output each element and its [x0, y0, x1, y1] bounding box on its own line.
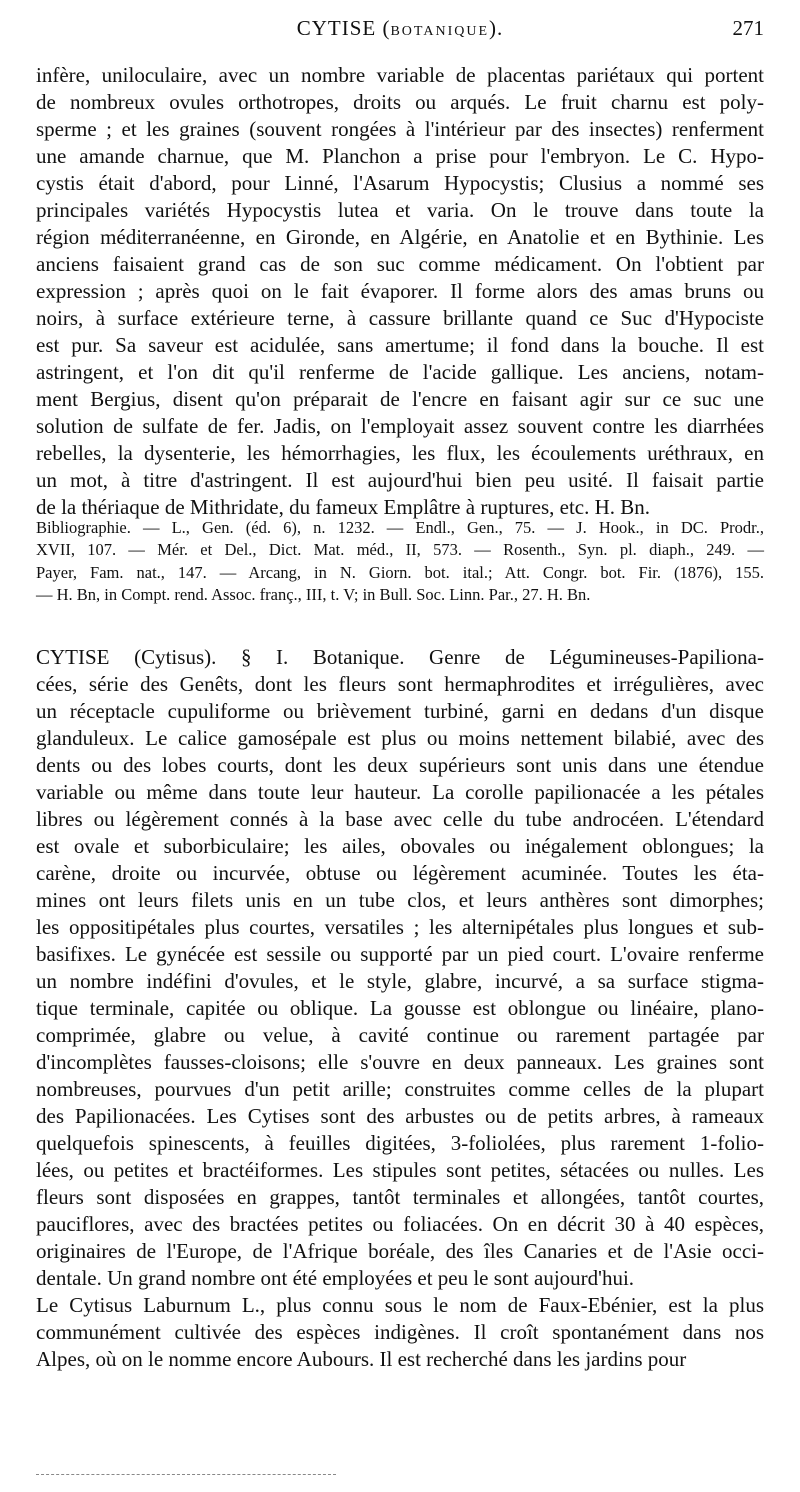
text-line: XVII, 107. — Mér. et Del., Dict. Mat. méd., II, 573. — Rosenth., Syn. pl. diaph., 249. — — [36, 540, 764, 560]
text-line: basifixes. Le gynécée est sessile ou supporté par un pied court. L'ovaire renferme — [36, 942, 764, 966]
text-line: pauciflores, avec des bractées petites ou foliacées. On en décrit 30 à 40 espèces, — [36, 1212, 764, 1236]
text-line: une amande charnue, que M. Planchon a prise pour l'embryon. Le C. Hypo- — [36, 144, 764, 168]
text-line: quelquefois spinescents, à feuilles digitées, 3-foliolées, plus rarement 1-folio- — [36, 1131, 764, 1155]
running-title-sub: BOTANIQUE — [390, 24, 490, 39]
text-line: — H. Bn, in Compt. rend. Assoc. franç., III, t. V; in Bull. Soc. Linn. Par., 27. H. Bn. — [36, 585, 591, 605]
text-line: glanduleux. Le calice gamosépale est plus ou moins nettement bilabié, avec des — [36, 726, 764, 750]
running-title — [36, 16, 764, 41]
text-line: est ovale et suborbiculaire; les ailes, obovales ou inégalement oblongues; la — [36, 834, 764, 858]
text-line: expression ; après quoi on le fait évaporer. Il forme alors des amas bruns ou — [36, 279, 764, 303]
bibliography — [36, 517, 764, 607]
text-line: libres ou légèrement connés à la base avec celle du tube androcéen. L'étendard — [36, 807, 764, 831]
text-line: est pur. Sa saveur est acidulée, sans amertume; il fond dans la bouche. Il est — [36, 333, 764, 357]
running-title-end: ). — [489, 16, 504, 40]
text-line: sperme ; et les graines (souvent rongées à l'intérieur par des insectes) renferment — [36, 117, 764, 141]
text-line: communément cultivée des espèces indigènes. Il croît spontanément dans nos — [36, 1320, 764, 1344]
text-line: de nombreux ovules orthotropes, droits ou arqués. Le fruit charnu est poly- — [36, 90, 764, 114]
text-line: principales variétés Hypocystis lutea et varia. On le trouve dans toute la — [36, 198, 764, 222]
text-line: de la thériaque de Mithridate, du fameux Emplâtre à ruptures, etc. H. Bn. — [36, 495, 651, 519]
article-continuation — [36, 62, 764, 521]
text-line: variable ou même dans toute leur hauteur. La corolle papilionacée a les pétales — [36, 780, 764, 804]
page-number: 271 — [732, 16, 764, 40]
running-title-main: CYTISE ( — [296, 16, 391, 40]
text-line: solution de sulfate de fer. Jadis, on l'employait assez souvent contre les diarrhées — [36, 414, 764, 438]
text-line: mines ont leurs filets unis en un tube clos, et leurs anthères sont dimorphes; — [36, 888, 764, 912]
running-header — [36, 14, 764, 44]
text-line: fleurs sont disposées en grappes, tantôt terminales et allongées, tantôt courtes, — [36, 1185, 764, 1209]
text-line: un mot, à titre d'astringent. Il est aujourd'hui bien peu usité. Il faisait partie — [36, 468, 764, 492]
text-line: région méditerranéenne, en Gironde, en Algérie, en Anatolie et en Bythinie. Les — [36, 225, 764, 249]
text-line: cées, série des Genêts, dont les fleurs sont hermaphrodites et irrégulières, avec — [36, 672, 764, 696]
text-line: astringent, et l'on dit qu'il renferme de l'acide gallique. Les anciens, notam- — [36, 360, 764, 384]
text-line: des Papilionacées. Les Cytises sont des arbustes ou de petits arbres, à rameaux — [36, 1104, 764, 1128]
text-line: d'incomplètes fausses-cloisons; elle s'ouvre en deux panneaux. Les graines sont — [36, 1050, 764, 1074]
text-line: infère, uniloculaire, avec un nombre variable de placentas pariétaux qui portent — [36, 63, 764, 87]
article-cytise — [36, 644, 764, 1373]
text-line: carène, droite ou incurvée, obtuse ou légèrement acuminée. Toutes les éta- — [36, 861, 764, 885]
text-line: noirs, à surface extérieure terne, à cassure brillante quand ce Suc d'Hypociste — [36, 306, 764, 330]
text-line: nombreuses, pourvues d'un petit arille; construites comme celles de la plupart — [36, 1077, 764, 1101]
text-line: CYTISE (Cytisus). § I. Botanique. Genre de Légumineuses-Papiliona- — [36, 645, 764, 669]
text-line: Le Cytisus Laburnum L., plus connu sous le nom de Faux-Ebénier, est la plus — [36, 1293, 764, 1317]
text-line: ment Bergius, disent qu'on préparait de l'encre en faisant agir sur ce suc une — [36, 387, 764, 411]
text-line: originaires de l'Europe, de l'Afrique boréale, des îles Canaries et de l'Asie occi- — [36, 1239, 764, 1263]
text-line: lées, ou petites et bractéiformes. Les stipules sont petites, sétacées ou nulles. Les — [36, 1158, 764, 1182]
text-line: dentale. Un grand nombre ont été employées et peu le sont aujourd'hui. — [36, 1266, 635, 1290]
text-line: anciens faisaient grand cas de son suc comme médicament. On l'obtient par — [36, 252, 764, 276]
text-line: rebelles, la dysenterie, les hémorrhagies, les flux, les écoulements uréthraux, en — [36, 441, 764, 465]
text-line: un réceptacle cupuliforme ou brièvement turbiné, garni en dedans d'un disque — [36, 699, 764, 723]
text-line: comprimée, glabre ou velue, à cavité continue ou rarement partagée par — [36, 1023, 764, 1047]
text-line: Alpes, où on le nomme encore Aubours. Il est recherché dans les jardins pour — [36, 1347, 687, 1371]
text-line: les oppositipétales plus courtes, versatiles ; les alternipétales plus longues et sub- — [36, 915, 764, 939]
footer-rule — [36, 1474, 336, 1475]
text-line: tique terminale, capitée ou oblique. La gousse est oblongue ou linéaire, plano- — [36, 996, 764, 1020]
text-line: cystis était d'abord, pour Linné, l'Asarum Hypocystis; Clusius a nommé ses — [36, 171, 764, 195]
text-line: un nombre indéfini d'ovules, et le style, glabre, incurvé, a sa surface stigma- — [36, 969, 764, 993]
text-line: Payer, Fam. nat., 147. — Arcang, in N. Giorn. bot. ital.; Att. Congr. bot. Fir. (1876), 155. — [36, 562, 764, 582]
text-line: Bibliographie. — L., Gen. (éd. 6), n. 1232. — Endl., Gen., 75. — J. Hook., in DC. Prodr., — [36, 518, 764, 537]
text-line: dents ou des lobes courts, dont les deux supérieurs sont unis dans une étendue — [36, 753, 764, 777]
